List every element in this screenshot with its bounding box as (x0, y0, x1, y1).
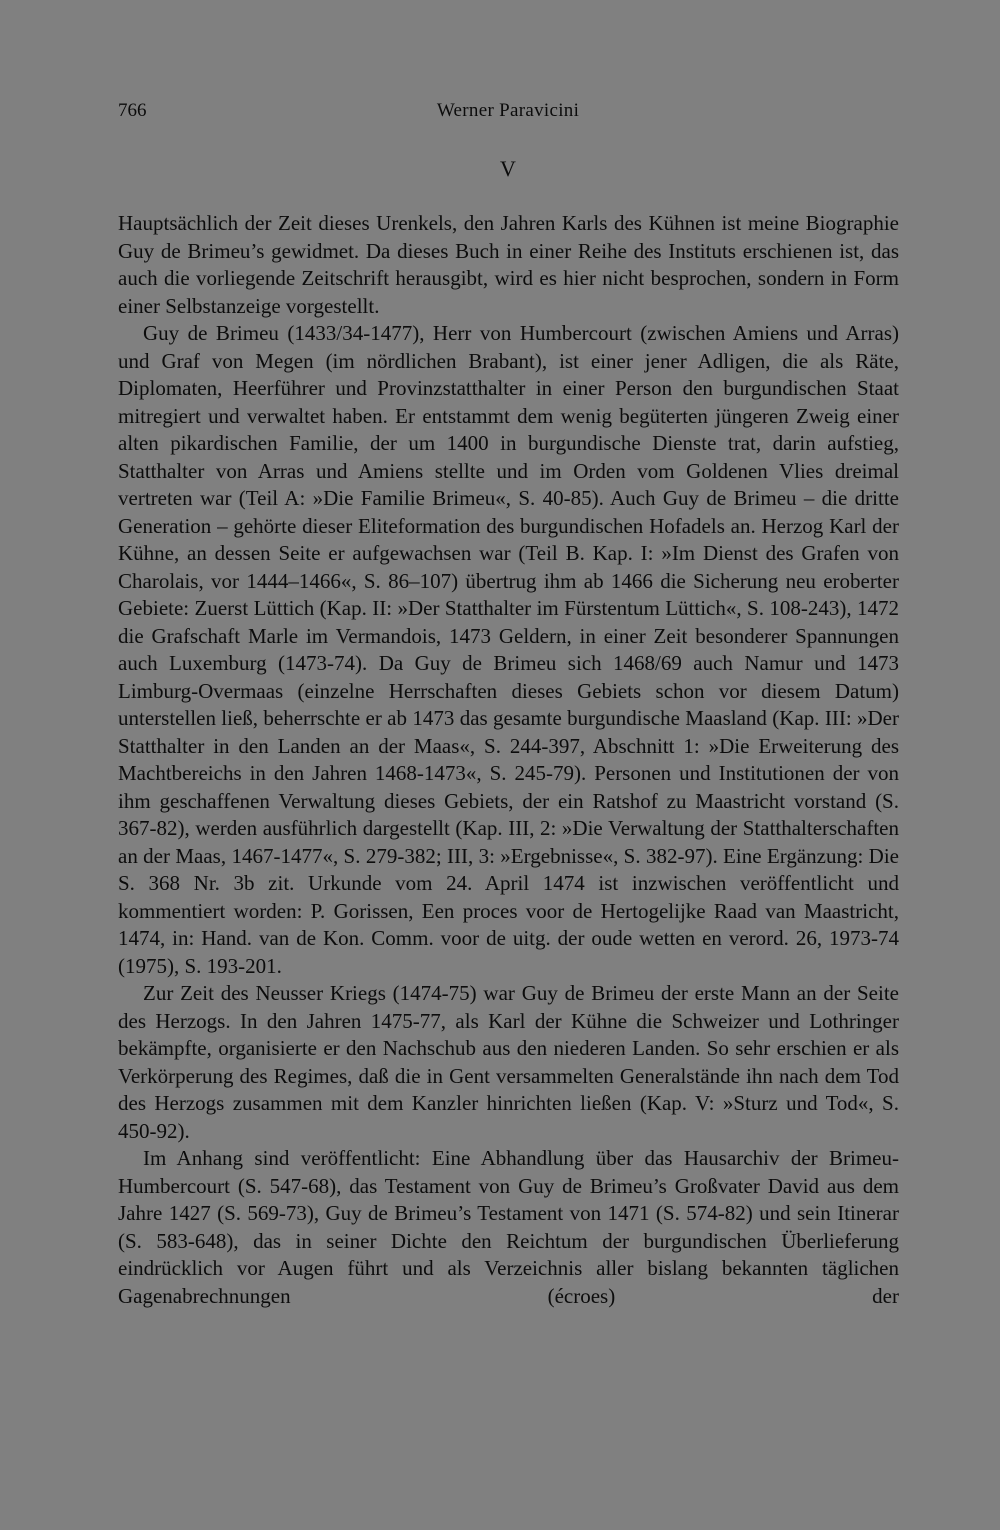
page-number: 766 (118, 100, 147, 121)
running-head: Werner Paravicini (436, 100, 580, 121)
paragraph-1: Hauptsächlich der Zeit dieses Urenkels, den Jahren Karls des Kühnen ist meine Biographie Guy de Brimeu’s gewidmet. Da dieses Buch in einer Reihe des Instituts erschienen ist, das auch die vorliegende Zeitschrift herausgibt, wird es hier nicht besprochen, sondern in Form einer Selbstanzeige vorgestellt. (118, 211, 899, 318)
paragraph-4: Im Anhang sind veröffentlicht: Eine Abhandlung über das Hausarchiv der Brimeu-Humbercourt (S. 547-68), das Testament von Guy de Brimeu’s Großvater David aus dem Jahre 1427 (S. 569-73), Guy de Brimeu’s Testament von 1471 (S. 574-82) und sein Itinerar (S. 583-648), das in seiner Dichte den Reichtum der burgundischen Überlieferung eindrücklich vor Augen führt und als Verzeichnis aller bislang bekannten täglichen Gagenabrechnungen (écroes) der (118, 1146, 899, 1308)
paragraph-2: Guy de Brimeu (1433/34-1477), Herr von Humbercourt (zwischen Amiens und Arras) und Graf von Megen (im nördlichen Brabant), ist einer jener Adligen, die als Räte, Diplomaten, Heerführer und Provinzstatthalter in einer Person den burgundischen Staat mitregiert und verwaltet haben. Er entstammt dem wenig begüterten jüngeren Zweig einer alten pikardischen Familie, der um 1400 in burgundische Dienste trat, darin aufstieg, Statthalter von Arras und Amiens stellte und im Orden vom Goldenen Vlies dreimal vertreten war (Teil A: »Die Familie Brimeu«, S. 40-85). Auch Guy de Brimeu – die dritte Generation – gehörte dieser Eliteformation des burgundischen Hofadels an. Herzog Karl der Kühne, an dessen Seite er aufgewachsen war (Teil B. Kap. I: »Im Dienst des Grafen von Charolais, vor 1444–1466«, S. 86–107) übertrug ihm ab 1466 die Sicherung neu eroberter Gebiete: Zuerst Lüttich (Kap. II: »Der Statthalter im Fürstentum Lüttich«, S. 108-243), 1472 die Grafschaft Marle im Vermandois, 1473 Geldern, in einer Zeit besonderer Spannungen auch Luxemburg (1473-74). Da Guy de Brimeu sich 1468/69 auch Namur und 1473 Limburg-Overmaas (einzelne Herrschaften dieses Gebiets schon vor diesem Datum) unterstellen ließ, beherrschte er ab 1473 das gesamte burgundische Maasland (Kap. III: »Der Statthalter in den Landen an der Maas«, S. 244-397, Abschnitt 1: »Die Erweiterung des Machtbereichs in den Jahren 1468-1473«, S. 245-79). Personen und Institutionen der von ihm geschaffenen Verwaltung dieses Gebiets, der ein Ratshof zu Maastricht vorstand (S. 367-82), werden ausführlich dargestellt (Kap. III, 2: »Die Verwaltung der Statthalterschaften an der Maas, 1467-1477«, S. 279-382; III, 3: »Ergebnisse«, S. 382-97). Eine Ergänzung: Die S. 368 Nr. 3b zit. Urkunde vom 24. April 1474 ist inzwischen veröffentlicht und kommentiert worden: P. Gorissen, Een proces voor de Hertogelijke Raad van Maastricht, 1474, in: Hand. van de Kon. Comm. voor de uitg. der oude wetten en verord. 26, 1973-74 (1975), S. 193-201. (118, 321, 899, 978)
body-text (118, 210, 899, 1310)
section-number: V (500, 156, 516, 181)
page-header (118, 100, 898, 128)
paragraph-3: Zur Zeit des Neusser Kriegs (1474-75) war Guy de Brimeu der erste Mann an der Seite des Herzogs. In den Jahren 1475-77, als Karl der Kühne die Schweizer und Lothringer bekämpfte, organisierte er den Nachschub aus den niederen Landen. So sehr erschien er als Verkörperung des Regimes, daß die in Gent versammelten Generalstände ihn nach dem Tod des Herzogs zusammen mit dem Kanzler hinrichten ließen (Kap. V: »Sturz und Tod«, S. 450-92). (118, 981, 899, 1143)
